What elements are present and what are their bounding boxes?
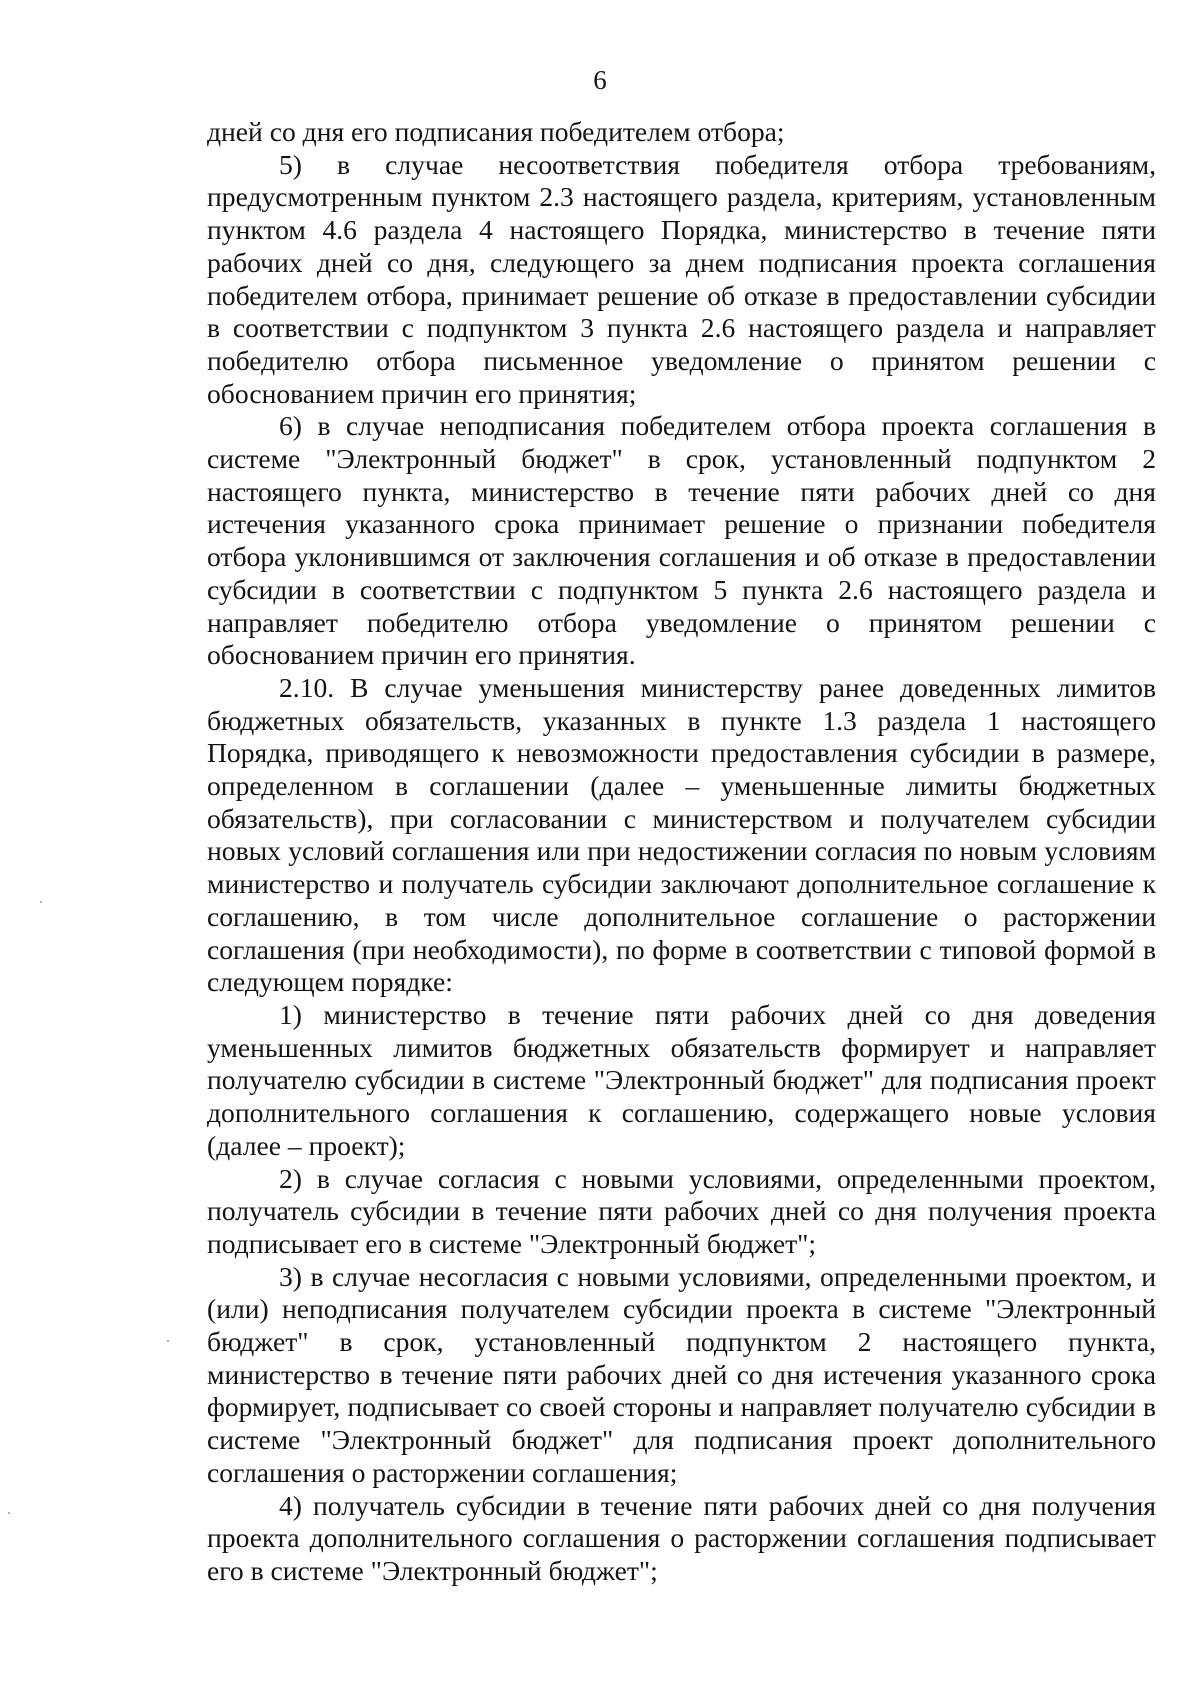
paragraph-item-5: 5) в случае несоответствия победителя отбора требованиям, предусмотренным пунктом 2.3 настоящего раздела, критериям, установленным пунктом 4.6 раздела 4 настоящего Порядка, министерство в течение пяти рабочих дней со дня, следующего за днем подписания проекта соглашения победителем отбора, принимает решение об отказе в предоставлении субсидии в соответствии с подпунктом 3 пункта 2.6 настоящего раздела и направляет победителю отбора письменное уведомление о принятом решении с обоснованием причин его принятия; — [207, 148, 1156, 409]
paragraph-subitem-2: 2) в случае согласия с новыми условиями, определенными проектом, получатель субсидии в течение пяти рабочих дней со дня получения проекта подписывает его в системе "Электронный бюджет"; — [207, 1162, 1156, 1259]
scan-speck — [167, 1340, 169, 1342]
paragraph-subitem-3: 3) в случае несогласия с новыми условиями, определенными проектом, и (или) неподписания получателем субсидии проекта в системе "Электронный бюджет" в срок, установленный подпунктом 2 настоящего пункта, министерство в течение пяти рабочих дней со дня истечения указанного срока формирует, подписывает со своей стороны и направляет получателю субсидии в системе "Электронный бюджет" для подписания проект дополнительного соглашения о расторжении соглашения; — [207, 1260, 1156, 1488]
paragraph-continuation: дней со дня его подписания победителем отбора; — [207, 116, 785, 147]
paragraph-item-6: 6) в случае неподписания победителем отбора проекта соглашения в системе "Электронный бюджет" в срок, установленный подпунктом 2 настоящего пункта, министерство в течение пяти рабочих дней со дня истечения указанного срока принимает решение о признании победителя отбора уклонившимся от заключения соглашения и об отказе в предоставлении субсидии в соответствии с подпунктом 5 пункта 2.6 настоящего раздела и направляет победителю отбора уведомление о принятом решении с обоснованием причин его принятия. — [207, 410, 1156, 671]
scan-speck — [8, 1512, 10, 1514]
scan-speck — [40, 901, 42, 903]
document-body — [207, 116, 1156, 1588]
page-number: 6 — [593, 65, 607, 95]
paragraph-subitem-4: 4) получатель субсидии в течение пяти рабочих дней со дня получения проекта дополнительного соглашения о расторжении соглашения подписывает его в системе "Электронный бюджет"; — [207, 1489, 1156, 1586]
paragraph-section-2-10: 2.10. В случае уменьшения министерству ранее доведенных лимитов бюджетных обязательств, указанных в пункте 1.3 раздела 1 настоящего Порядка, приводящего к невозможности предоставления субсидии в размере, определенном в соглашении (далее – уменьшенные лимиты бюджетных обязательств), при согласовании с министерством и получателем субсидии новых условий соглашения или при недостижении согласия по новым условиям министерство и получатель субсидии заключают дополнительное соглашение к соглашению, в том числе дополнительное соглашение о расторжении соглашения (при необходимости), по форме в соответствии с типовой формой в следующем порядке: — [207, 671, 1156, 998]
paragraph-subitem-1: 1) министерство в течение пяти рабочих дней со дня доведения уменьшенных лимитов бюджетных обязательств формирует и направляет получателю субсидии в системе "Электронный бюджет" для подписания проект дополнительного соглашения к соглашению, содержащего новые условия (далее – проект); — [207, 998, 1156, 1161]
